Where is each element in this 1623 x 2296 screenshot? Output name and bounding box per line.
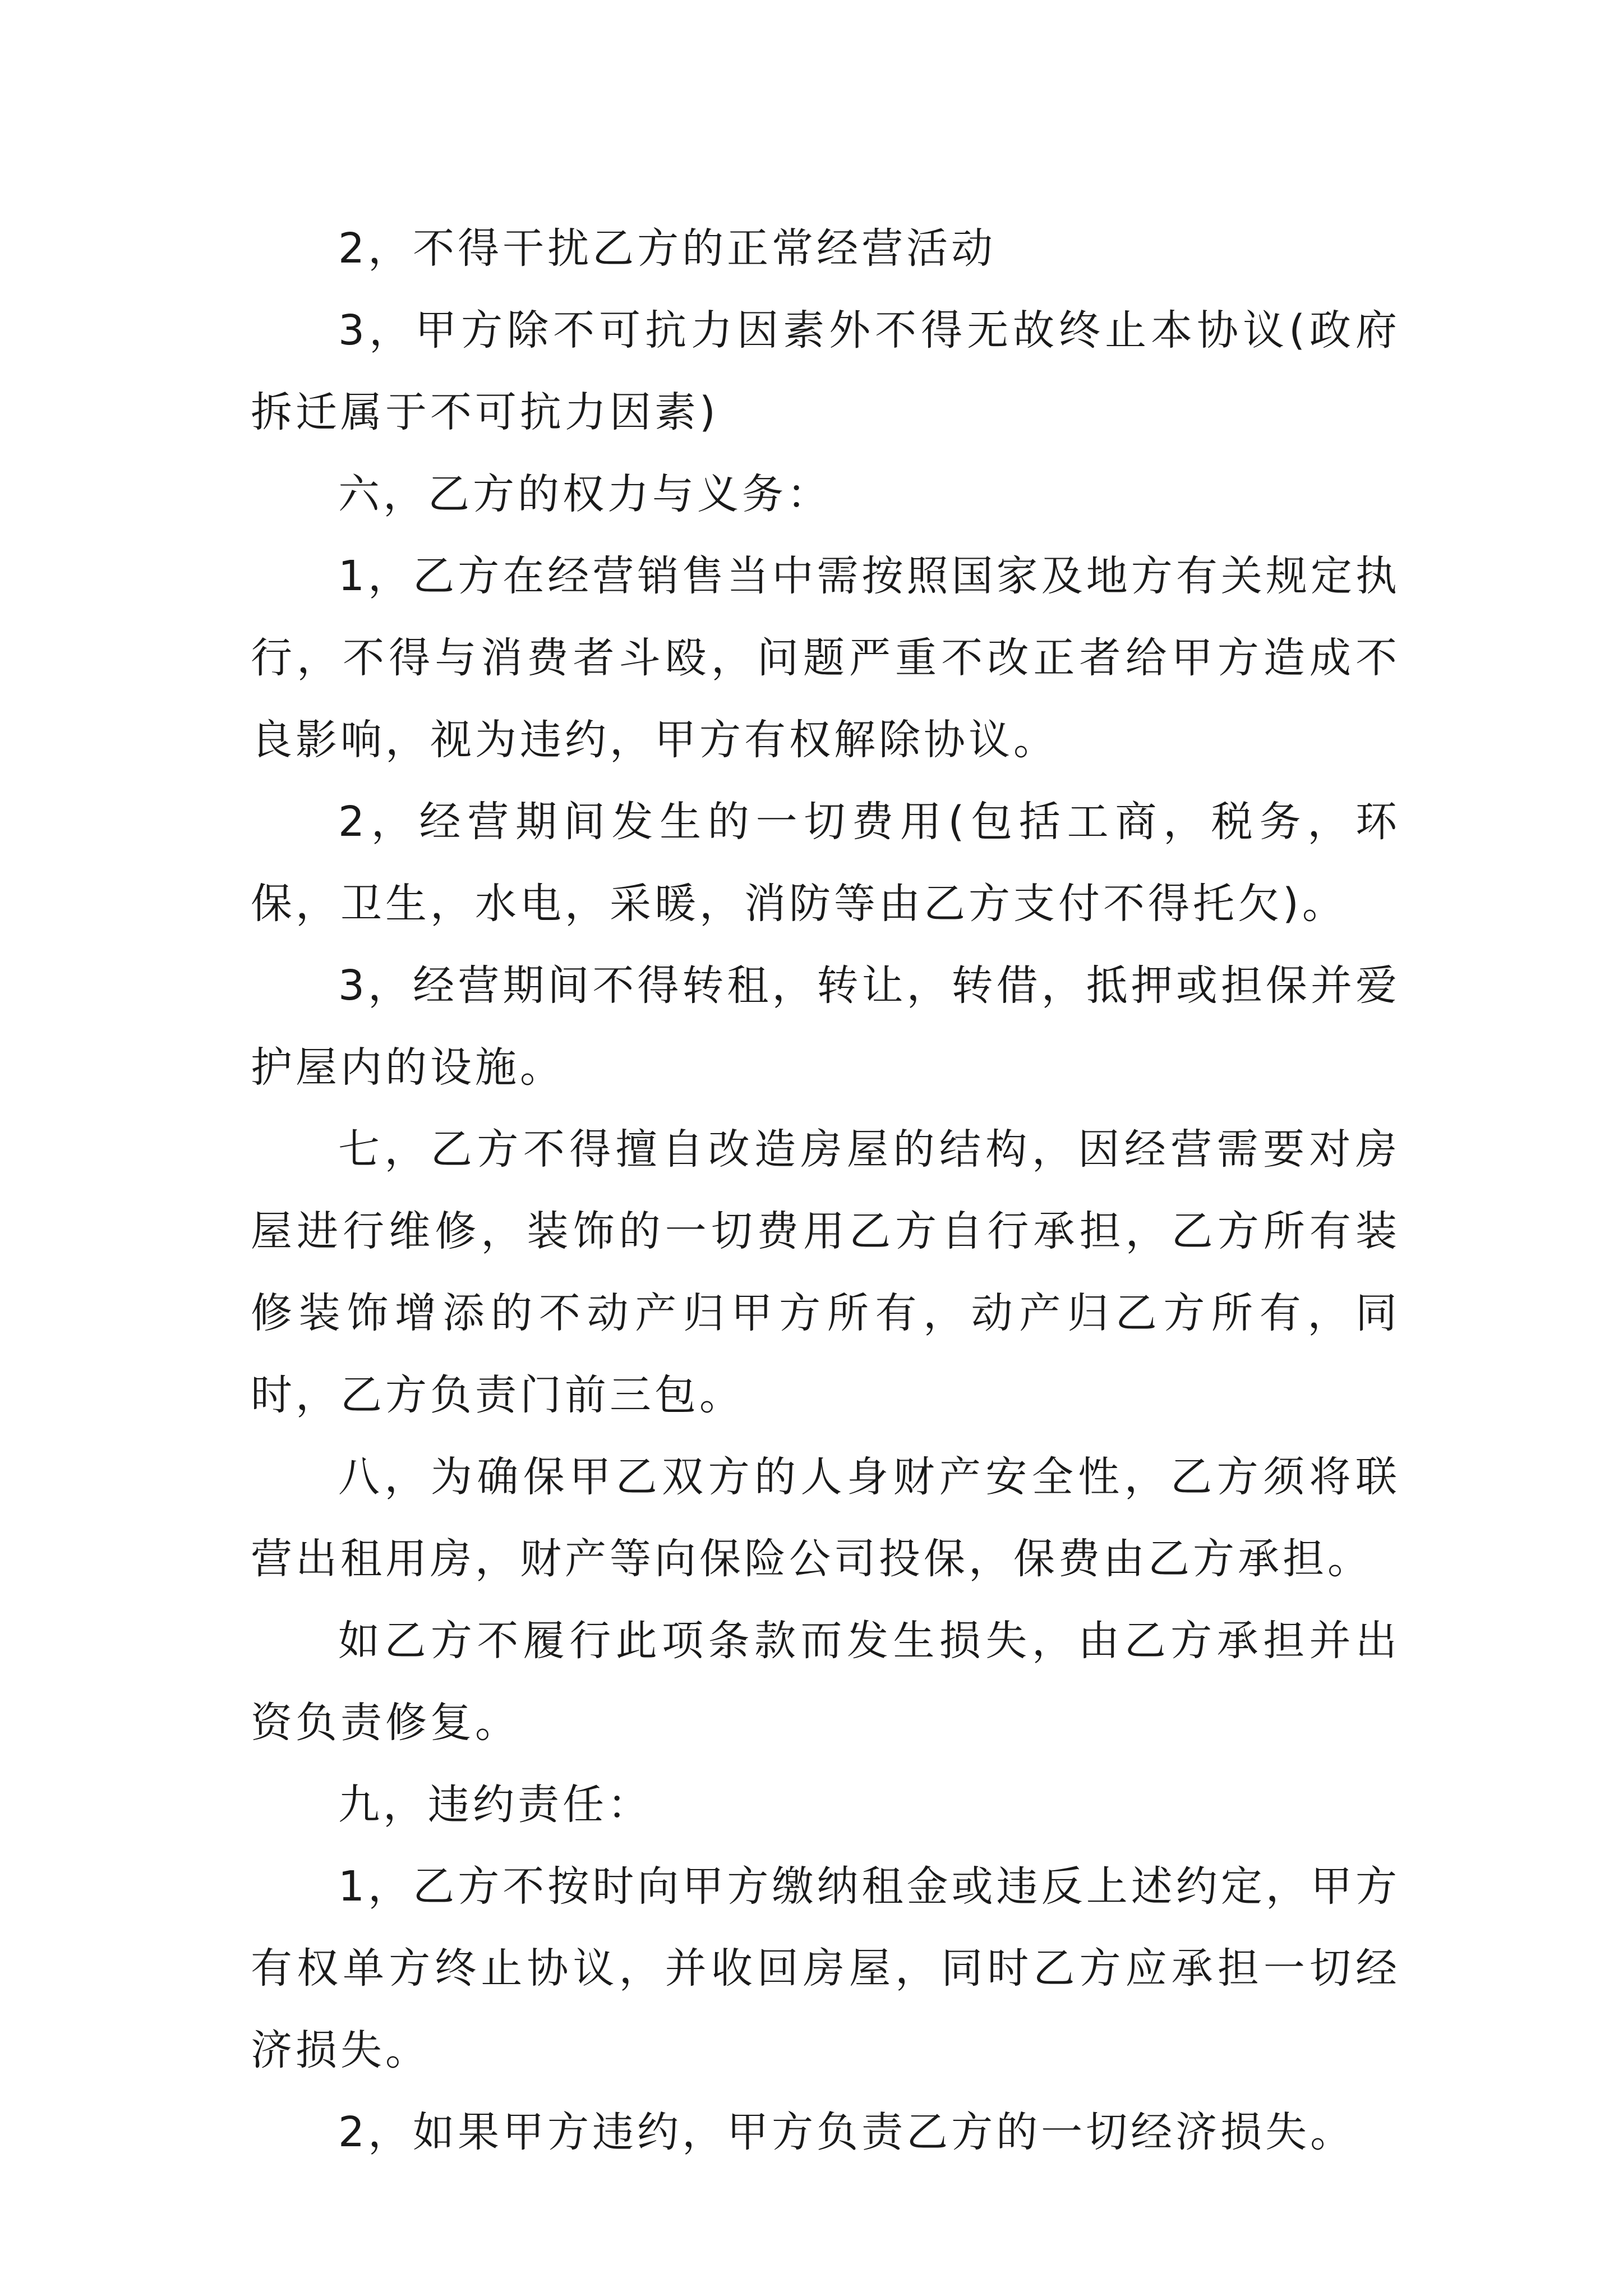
paragraph: 3，经营期间不得转租，转让，转借，抵押或担保并爱护屋内的设施。 xyxy=(251,961,1400,1092)
paragraph: 1，乙方不按时向甲方缴纳租金或违反上述约定，甲方有权单方终止协议，并收回房屋，同时乙方应承担一切经济损失。 xyxy=(251,1862,1400,2074)
paragraph: 八，为确保甲乙双方的人身财产安全性，乙方须将联营出租用房，财产等向保险公司投保，保费由乙方承担。 xyxy=(251,1453,1400,1583)
paragraph: 如乙方不履行此项条款而发生损失，由乙方承担并出资负责修复。 xyxy=(251,1617,1400,1747)
paragraph: 七，乙方不得擅自改造房屋的结构，因经营需要对房屋进行维修，装饰的一切费用乙方自行承担，乙方所有装修装饰增添的不动产归甲方所有，动产归乙方所有，同时，乙方负责门前三包。 xyxy=(251,1125,1400,1419)
section-heading: 九，违约责任： xyxy=(338,1780,652,1829)
paragraph: 2，不得干扰乙方的正常经营活动 xyxy=(338,224,997,273)
paragraph: 3，甲方除不可抗力因素外不得无故终止本协议(政府拆迁属于不可抗力因素) xyxy=(251,306,1400,436)
document-body xyxy=(251,208,1400,2173)
paragraph: 2，如果甲方违约，甲方负责乙方的一切经济损失。 xyxy=(338,2108,1355,2156)
paragraph: 2，经营期间发生的一切费用(包括工商，税务，环保，卫生，水电，采暖，消防等由乙方支付不得托欠)。 xyxy=(251,798,1400,928)
section-heading: 六，乙方的权力与义务： xyxy=(338,470,832,518)
paragraph: 1，乙方在经营销售当中需按照国家及地方有关规定执行，不得与消费者斗殴，问题严重不改正者给甲方造成不良影响，视为违约，甲方有权解除协议。 xyxy=(251,552,1400,764)
